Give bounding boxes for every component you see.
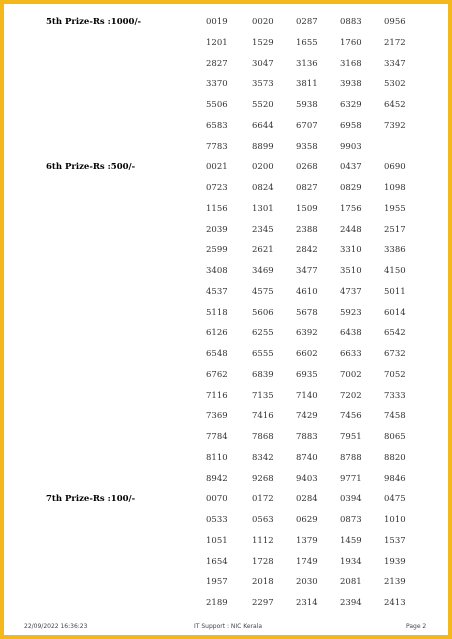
ticket-number: 7429	[296, 411, 318, 422]
ticket-number: 2139	[384, 577, 406, 588]
ticket-number: 1749	[296, 556, 318, 567]
ticket-number: 7369	[206, 411, 228, 422]
ticket-number: 6126	[206, 328, 228, 339]
ticket-number: 9268	[252, 473, 274, 484]
ticket-number: 3469	[252, 266, 274, 276]
number-row	[0, 141, 452, 153]
ticket-number: 7784	[206, 432, 228, 442]
ticket-number: 0563	[252, 515, 274, 525]
ticket-number: 6548	[206, 349, 228, 359]
ticket-number: 2827	[206, 58, 228, 69]
number-row	[0, 473, 452, 485]
ticket-number: 9846	[384, 473, 406, 484]
ticket-number: 8065	[384, 432, 406, 442]
number-row	[0, 58, 452, 70]
ticket-number: 0172	[252, 494, 274, 505]
ticket-number: 6707	[296, 120, 318, 131]
prize-category-label: 6th Prize-Rs :500/-	[46, 162, 136, 173]
prize-category-label: 7th Prize-Rs :100/-	[46, 494, 136, 505]
ticket-number: 3136	[296, 58, 318, 69]
ticket-number: 6633	[340, 349, 362, 359]
ticket-number: 8820	[384, 452, 406, 463]
ticket-number: 2517	[384, 224, 406, 235]
ticket-number: 6255	[252, 328, 274, 339]
number-row	[0, 120, 452, 132]
ticket-number: 2599	[206, 245, 228, 256]
ticket-number: 3310	[340, 245, 362, 256]
ticket-number: 9403	[296, 473, 318, 484]
number-row	[0, 327, 452, 339]
ticket-number: 3047	[252, 58, 274, 69]
ticket-number: 2394	[340, 598, 362, 608]
ticket-number: 0019	[206, 17, 228, 27]
ticket-number: 8740	[296, 452, 318, 463]
ticket-number: 6555	[252, 349, 274, 359]
ticket-number: 6732	[384, 349, 406, 359]
ticket-number: 3408	[206, 266, 228, 276]
number-row	[0, 410, 452, 422]
number-row	[0, 37, 452, 49]
ticket-number: 5938	[296, 100, 318, 110]
ticket-number: 0287	[296, 17, 318, 27]
ticket-number: 8342	[252, 452, 274, 463]
ticket-number: 0690	[384, 162, 406, 173]
ticket-number: 1529	[252, 37, 274, 48]
ticket-number: 0827	[296, 183, 318, 193]
ticket-number: 0629	[296, 515, 318, 525]
ticket-number: 7392	[384, 120, 406, 131]
ticket-number: 2189	[206, 598, 228, 608]
ticket-number: 3811	[296, 79, 318, 90]
number-row	[0, 203, 452, 215]
page-number: Page 2	[406, 623, 427, 630]
ticket-number: 9903	[340, 141, 362, 152]
ticket-number: 4737	[340, 286, 362, 297]
ticket-number: 3510	[340, 266, 362, 276]
number-row	[0, 535, 452, 547]
ticket-number: 2297	[252, 598, 274, 608]
ticket-number: 7783	[206, 141, 228, 152]
number-row	[0, 514, 452, 526]
number-row	[0, 265, 452, 277]
ticket-number: 7002	[340, 369, 362, 380]
ticket-number: 6762	[206, 369, 228, 380]
ticket-number: 2842	[296, 245, 318, 256]
prize-category-label: 5th Prize-Rs :1000/-	[46, 17, 142, 27]
ticket-number: 2172	[384, 37, 406, 48]
ticket-number: 6958	[340, 120, 362, 131]
ticket-number: 2448	[340, 224, 362, 235]
ticket-number: 7333	[384, 390, 406, 401]
ticket-number: 0394	[340, 494, 362, 505]
ticket-number: 7951	[340, 432, 362, 442]
ticket-number: 0437	[340, 162, 362, 173]
ticket-number: 0824	[252, 183, 274, 193]
ticket-number: 0956	[384, 17, 406, 27]
ticket-number: 7868	[252, 432, 274, 442]
ticket-number: 7458	[384, 411, 406, 422]
ticket-number: 7116	[206, 390, 228, 401]
ticket-number: 0200	[252, 162, 274, 173]
number-row	[0, 99, 452, 111]
number-row	[0, 161, 452, 173]
ticket-number: 0883	[340, 17, 362, 27]
ticket-number: 1728	[252, 556, 274, 567]
ticket-number: 2413	[384, 598, 406, 608]
ticket-number: 3168	[340, 58, 362, 69]
number-row	[0, 452, 452, 464]
ticket-number: 8942	[206, 473, 228, 484]
ticket-number: 1156	[206, 203, 228, 214]
ticket-number: 6438	[340, 328, 362, 339]
ticket-number: 5506	[206, 100, 228, 110]
ticket-number: 1010	[384, 515, 406, 525]
ticket-number: 2039	[206, 224, 228, 235]
ticket-number: 5606	[252, 307, 274, 318]
ticket-number: 1509	[296, 203, 318, 214]
ticket-number: 9771	[340, 473, 362, 484]
ticket-number: 7052	[384, 369, 406, 380]
ticket-number: 5678	[296, 307, 318, 318]
ticket-number: 2018	[252, 577, 274, 588]
ticket-number: 9358	[296, 141, 318, 152]
ticket-number: 5923	[340, 307, 362, 318]
it-support-credit: IT Support : NIC Kerala	[194, 623, 263, 630]
ticket-number: 6542	[384, 328, 406, 339]
ticket-number: 5520	[252, 100, 274, 110]
number-row	[0, 597, 452, 609]
ticket-number: 4537	[206, 286, 228, 297]
ticket-number: 0284	[296, 494, 318, 505]
number-row	[0, 576, 452, 588]
ticket-number: 6583	[206, 120, 228, 131]
ticket-number: 0475	[384, 494, 406, 505]
ticket-number: 6935	[296, 369, 318, 380]
print-timestamp: 22/09/2022 16:36:23	[24, 623, 88, 630]
ticket-number: 7883	[296, 432, 318, 442]
number-row	[0, 369, 452, 381]
ticket-number: 6329	[340, 100, 362, 110]
ticket-number: 0723	[206, 183, 228, 193]
number-row	[0, 431, 452, 443]
ticket-number: 8788	[340, 452, 362, 463]
ticket-number: 1098	[384, 183, 406, 193]
ticket-number: 1301	[252, 203, 274, 214]
ticket-number: 1760	[340, 37, 362, 48]
ticket-number: 0021	[206, 162, 228, 173]
ticket-number: 7140	[296, 390, 318, 401]
ticket-number: 7416	[252, 411, 274, 422]
ticket-number: 0829	[340, 183, 362, 193]
number-row	[0, 16, 452, 28]
ticket-number: 1201	[206, 37, 228, 48]
ticket-number: 3370	[206, 79, 228, 90]
ticket-number: 7202	[340, 390, 362, 401]
ticket-number: 0020	[252, 17, 274, 27]
ticket-number: 5011	[384, 286, 406, 297]
ticket-number: 1756	[340, 203, 362, 214]
number-row	[0, 78, 452, 90]
number-row	[0, 493, 452, 505]
ticket-number: 6644	[252, 120, 274, 131]
ticket-number: 6392	[296, 328, 318, 339]
ticket-number: 7456	[340, 411, 362, 422]
ticket-number: 1957	[206, 577, 228, 588]
ticket-number: 1955	[384, 203, 406, 214]
ticket-number: 2314	[296, 598, 318, 608]
ticket-number: 1112	[252, 535, 274, 546]
ticket-number: 6602	[296, 349, 318, 359]
ticket-number: 1655	[296, 37, 318, 48]
ticket-number: 6839	[252, 369, 274, 380]
ticket-number: 1934	[340, 556, 362, 567]
ticket-number: 3573	[252, 79, 274, 90]
ticket-number: 1939	[384, 556, 406, 567]
ticket-number: 0070	[206, 494, 228, 505]
ticket-number: 2621	[252, 245, 274, 256]
ticket-number: 5302	[384, 79, 406, 90]
ticket-number: 0533	[206, 515, 228, 525]
ticket-number: 3938	[340, 79, 362, 90]
ticket-number: 2345	[252, 224, 274, 235]
ticket-number: 3386	[384, 245, 406, 256]
ticket-number: 0268	[296, 162, 318, 173]
ticket-number: 5118	[206, 307, 228, 318]
ticket-number: 2081	[340, 577, 362, 588]
ticket-number: 1051	[206, 535, 228, 546]
ticket-number: 8110	[206, 452, 228, 463]
ticket-number: 3477	[296, 266, 318, 276]
ticket-number: 3347	[384, 58, 406, 69]
ticket-number: 2030	[296, 577, 318, 588]
number-row	[0, 307, 452, 319]
ticket-number: 4150	[384, 266, 406, 276]
number-row	[0, 556, 452, 568]
number-row	[0, 286, 452, 298]
ticket-number: 1654	[206, 556, 228, 567]
ticket-number: 1537	[384, 535, 406, 546]
ticket-number: 1459	[340, 535, 362, 546]
ticket-number: 7135	[252, 390, 274, 401]
ticket-number: 6452	[384, 100, 406, 110]
ticket-number: 2388	[296, 224, 318, 235]
number-row	[0, 224, 452, 236]
ticket-number: 4575	[252, 286, 274, 297]
ticket-number: 8899	[252, 141, 274, 152]
number-row	[0, 348, 452, 360]
ticket-number: 0873	[340, 515, 362, 525]
number-row	[0, 182, 452, 194]
ticket-number: 1379	[296, 535, 318, 546]
ticket-number: 6014	[384, 307, 406, 318]
number-row	[0, 390, 452, 402]
ticket-number: 4610	[296, 286, 318, 297]
number-row	[0, 244, 452, 256]
